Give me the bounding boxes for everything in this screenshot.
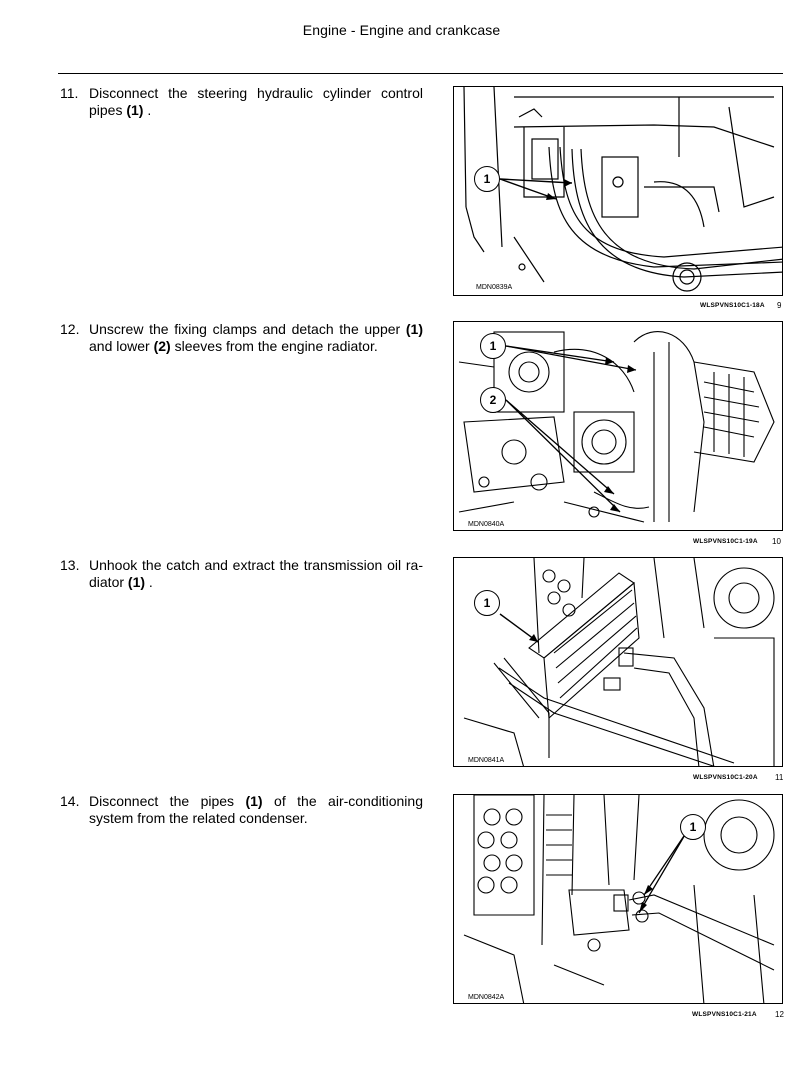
text-part: sleeves from the engine radiator. [170,338,378,354]
figure-10 [453,321,783,531]
callout-ref: (1) [127,574,146,590]
text-part: Unscrew the fixing clamps and detach the upper [89,321,406,337]
text-part: Unhook the catch and extract the transmission oil radiator [89,557,423,590]
figure-number: 11 [775,773,784,782]
figure-11 [453,557,783,767]
figure-ref: WLSPVNS10C1-21A [692,1011,757,1018]
figure-code: MDN0840A [468,521,505,528]
figure-code: MDN0839A [476,284,513,291]
text-part: . [145,574,153,590]
page-header-title: Engine - Engine and crankcase [302,22,501,38]
callout-1: 1 [680,814,706,840]
figure-9-illustration [454,87,783,296]
figure-code: MDN0842A [468,994,505,1001]
step-text [89,557,423,591]
figure-ref: WLSPVNS10C1-18A [700,302,765,309]
step-number: 11. [60,85,79,101]
callout-ref: (1) [126,102,144,118]
text-part: and lower [89,338,154,354]
callout-ref: (1) [245,793,263,809]
step-text [89,793,423,827]
figure-ref: WLSPVNS10C1-20A [693,774,758,781]
figure-number: 9 [777,301,782,310]
callout-ref: (1) [405,321,423,337]
figure-code: MDN0841A [468,757,505,764]
figure-11-illustration [454,558,783,767]
figure-12 [453,794,783,1004]
text-part: of the air-conditioning system from the related condenser. [89,793,423,826]
step-text [89,85,423,119]
figure-number: 12 [775,1010,784,1019]
callout-2: 2 [480,387,506,413]
text-part: . [143,102,152,118]
step-text [89,321,423,355]
text-part: Disconnect the steering hydraulic cylinder control pipes [89,85,423,118]
header-rule [58,73,783,74]
step-number: 14. [60,793,80,809]
figure-9 [453,86,783,296]
step-number: 13. [60,557,80,573]
callout-ref: (2) [153,338,171,354]
figure-ref: WLSPVNS10C1-19A [693,538,758,545]
callout-1: 1 [480,333,506,359]
callout-1: 1 [474,166,500,192]
figure-number: 10 [772,537,781,546]
text-part: Disconnect the pipes [89,793,246,809]
figure-12-illustration [454,795,783,1004]
step-number: 12. [60,321,80,337]
callout-1: 1 [474,590,500,616]
